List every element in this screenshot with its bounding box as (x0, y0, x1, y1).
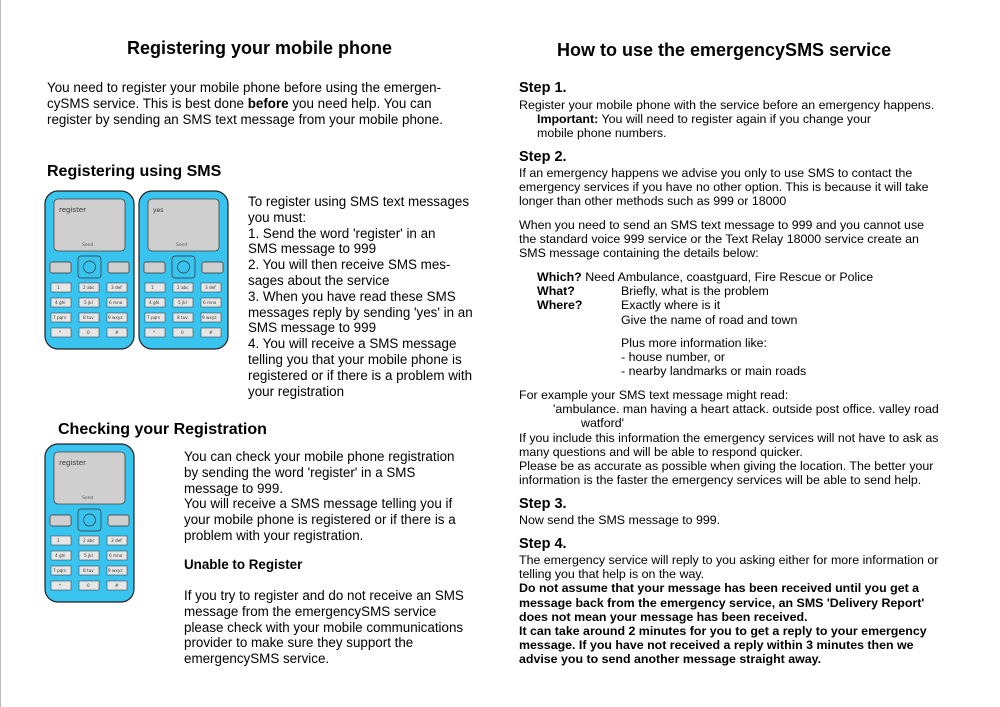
step4-warning-line: Do not assume that your message has been received until you get a (519, 581, 920, 596)
sms-step-line: sages about the service (248, 272, 390, 288)
phone-send-label: Send (82, 496, 94, 501)
sms-step-line: your registration (248, 383, 345, 399)
keypad-label: 0 (87, 583, 90, 588)
step4-warning-line: It can take around 2 minutes for you to get a reply to your emergency (519, 624, 927, 639)
more-info-line: Plus more information like: (621, 336, 767, 350)
phone-illustration-register (44, 190, 135, 350)
step4-warning-line: message back from the emergency service, an SMS 'Delivery Report' (519, 595, 925, 610)
unable-line: please check with your mobile communications (184, 619, 464, 635)
detail-which: Which? Need Ambulance, coastguard, Fire Rescue or Police (537, 270, 874, 284)
step2-title: Step 2. (519, 149, 567, 165)
step4-line: The emergency service will reply to you asking either for more information or (519, 553, 939, 567)
keypad-label: 1 (57, 285, 60, 290)
step4-title: Step 4. (519, 536, 567, 552)
keypad-label: * (59, 330, 62, 335)
detail-what: What? Briefly, what is the problem (537, 284, 769, 299)
keypad-label: * (153, 330, 156, 335)
phone-screen-text: register (59, 459, 86, 467)
keypad-label: 3 def (111, 285, 122, 290)
check-line: You can check your mobile phone registration (184, 449, 455, 464)
step2-paragraph-1 (519, 166, 979, 209)
sms-step-line: 2. You will then receive SMS mes- (248, 257, 451, 273)
keypad-label: 2 abc (177, 285, 189, 290)
step2-line: SMS message containing the details below: (519, 246, 759, 261)
unable-line: If you try to register and do not receive an SMS (184, 588, 464, 603)
detail-where-cont: Give the name of road and town (621, 312, 798, 327)
check-line: You will receive a SMS message telling you if (184, 496, 453, 512)
sms-steps-list (248, 194, 498, 399)
example-after-line: many questions and will be able to respond quicker. (519, 444, 803, 459)
unable-register-heading: Unable to Register (184, 557, 303, 572)
keypad-label: 5 jkl (84, 300, 93, 305)
example-message: 'ambulance. man having a heart attack. outside post office. valley road (553, 402, 939, 417)
more-info-list (621, 336, 961, 379)
keypad-label: 4 ghi (55, 300, 66, 305)
keypad-label: # (209, 330, 213, 335)
page-left-border (0, 0, 1, 707)
more-info-line: - nearby landmarks or main roads (621, 364, 807, 379)
step1-line: Register your mobile phone with the service before an emergency happens. (519, 98, 935, 112)
left-title: Registering your mobile phone (127, 38, 393, 58)
sms-step-line: To register using SMS text messages (248, 194, 470, 209)
sms-step-line: SMS message to 999 (248, 241, 377, 257)
sms-step-line: registered or if there is a problem with (248, 367, 473, 383)
unable-register-text (184, 588, 504, 667)
step3-title: Step 3. (519, 496, 567, 512)
check-line: problem with your registration. (184, 527, 364, 543)
step4-text (519, 553, 989, 667)
example-intro: For example your SMS text message might read: (519, 388, 789, 402)
example-after-line: Please be as accurate as possible when giving the location. The better your (519, 459, 934, 474)
detail-where: Where? Exactly where is it (537, 298, 721, 313)
unable-line: emergencySMS service. (184, 651, 330, 667)
step2-line: If an emergency happens we advise you only to use SMS to contact the (519, 166, 913, 180)
check-line: your mobile phone is registered or if there is a (184, 512, 456, 528)
step1-important: Important: You will need to register again if you change your (537, 112, 872, 127)
keypad-label: 0 (87, 330, 90, 335)
keypad-label: # (115, 583, 119, 588)
registering-sms-heading: Registering using SMS (47, 163, 222, 180)
keypad-label: 5 jkl (178, 300, 187, 305)
step1-title: Step 1. (519, 80, 567, 96)
sms-step-line: messages reply by sending 'yes' in an (248, 304, 473, 320)
sms-details-list (537, 270, 977, 327)
keypad-label: 9 wxyz (202, 315, 217, 320)
keypad-label: 8 tuv (83, 315, 94, 320)
keypad-label: 0 (181, 330, 184, 335)
keypad-label: # (115, 330, 119, 335)
intro-line: register by sending an SMS text message from your mobile phone. (47, 111, 443, 127)
example-after-line: If you include this information the emergency services will not have to ask as (519, 430, 939, 445)
keypad-label: 6 mno (203, 300, 217, 305)
example-after-line: information is the faster the emergency services will be able to send help. (519, 473, 922, 488)
keypad-label: 2 abc (83, 285, 95, 290)
keypad-label: 6 mno (109, 300, 123, 305)
phone-send-label: Send (176, 243, 188, 248)
keypad-label: 8 tuv (177, 315, 188, 320)
keypad-label: 8 tuv (83, 568, 94, 573)
step2-line: the standard voice 999 service or the Text Relay 18000 service create an (519, 232, 919, 247)
sms-step-line: 3. When you have read these SMS (248, 288, 456, 304)
keypad-label: 7 pqrs (53, 568, 67, 573)
step4-warning-line: does not mean your message has been received. (519, 609, 808, 624)
keypad-label: 5 jkl (84, 553, 93, 558)
example-message-cont: watford' (581, 416, 624, 431)
intro-line: cySMS service. This is best done before you need help. You can (47, 95, 432, 111)
check-line: message to 999. (184, 480, 284, 496)
keypad-label: 3 def (111, 538, 122, 543)
sms-step-line: telling you that your mobile phone is (248, 351, 462, 367)
keypad-label: 6 mno (109, 553, 123, 558)
sms-step-line: 4. You will receive a SMS message (248, 336, 457, 352)
unable-line: message from the emergencySMS service (184, 603, 437, 619)
keypad-label: 7 pqrs (147, 315, 161, 320)
step1-important-cont: mobile phone numbers. (537, 126, 667, 141)
keypad-label: 9 wxyz (108, 568, 123, 573)
step2-paragraph-2 (519, 218, 979, 261)
phone-illustration-yes (138, 190, 229, 350)
sms-step-line: you must: (248, 209, 307, 225)
example-block (519, 388, 989, 487)
check-registration-text (184, 449, 504, 544)
right-title: How to use the emergencySMS service (557, 40, 892, 60)
step3-text: Now send the SMS message to 999. (519, 513, 721, 527)
step4-warning-line: advise you to send another message straight away. (519, 652, 822, 667)
checking-registration-heading: Checking your Registration (58, 421, 267, 438)
keypad-label: 2 abc (83, 538, 95, 543)
phone-illustration-check (44, 443, 135, 603)
keypad-label: * (59, 583, 62, 588)
step1-text (519, 98, 979, 141)
intro-paragraph (47, 80, 487, 127)
intro-line: You need to register your mobile phone before using the emergen- (47, 80, 442, 95)
step4-line: telling you that help is on the way. (519, 567, 705, 582)
keypad-label: 9 wxyz (108, 315, 123, 320)
keypad-label: 4 ghi (55, 553, 66, 558)
check-line: by sending the word 'register' in a SMS (184, 464, 416, 480)
sms-step-line: 1. Send the word 'register' in an (248, 225, 436, 241)
phone-send-label: Send (82, 243, 94, 248)
phone-screen-text: yes (153, 207, 164, 214)
sms-step-line: SMS message to 999 (248, 320, 377, 336)
phone-screen-text: register (59, 206, 86, 214)
keypad-label: 3 def (205, 285, 216, 290)
step2-line: When you need to send an SMS text message to 999 and you cannot use (519, 218, 925, 232)
keypad-label: 7 pqrs (53, 315, 67, 320)
step2-line: emergency services if you have no other option. This is because it will take (519, 180, 929, 195)
more-info-line: - house number, or (621, 350, 726, 365)
step2-line: longer than other methods such as 999 or 18000 (519, 194, 787, 209)
step4-warning-line: message. If you have not received a reply within 3 minutes then we (519, 638, 914, 653)
keypad-label: 1 (57, 538, 60, 543)
keypad-label: 4 ghi (149, 300, 160, 305)
unable-line: provider to make sure they support the (184, 635, 414, 651)
keypad-label: 1 (151, 285, 154, 290)
